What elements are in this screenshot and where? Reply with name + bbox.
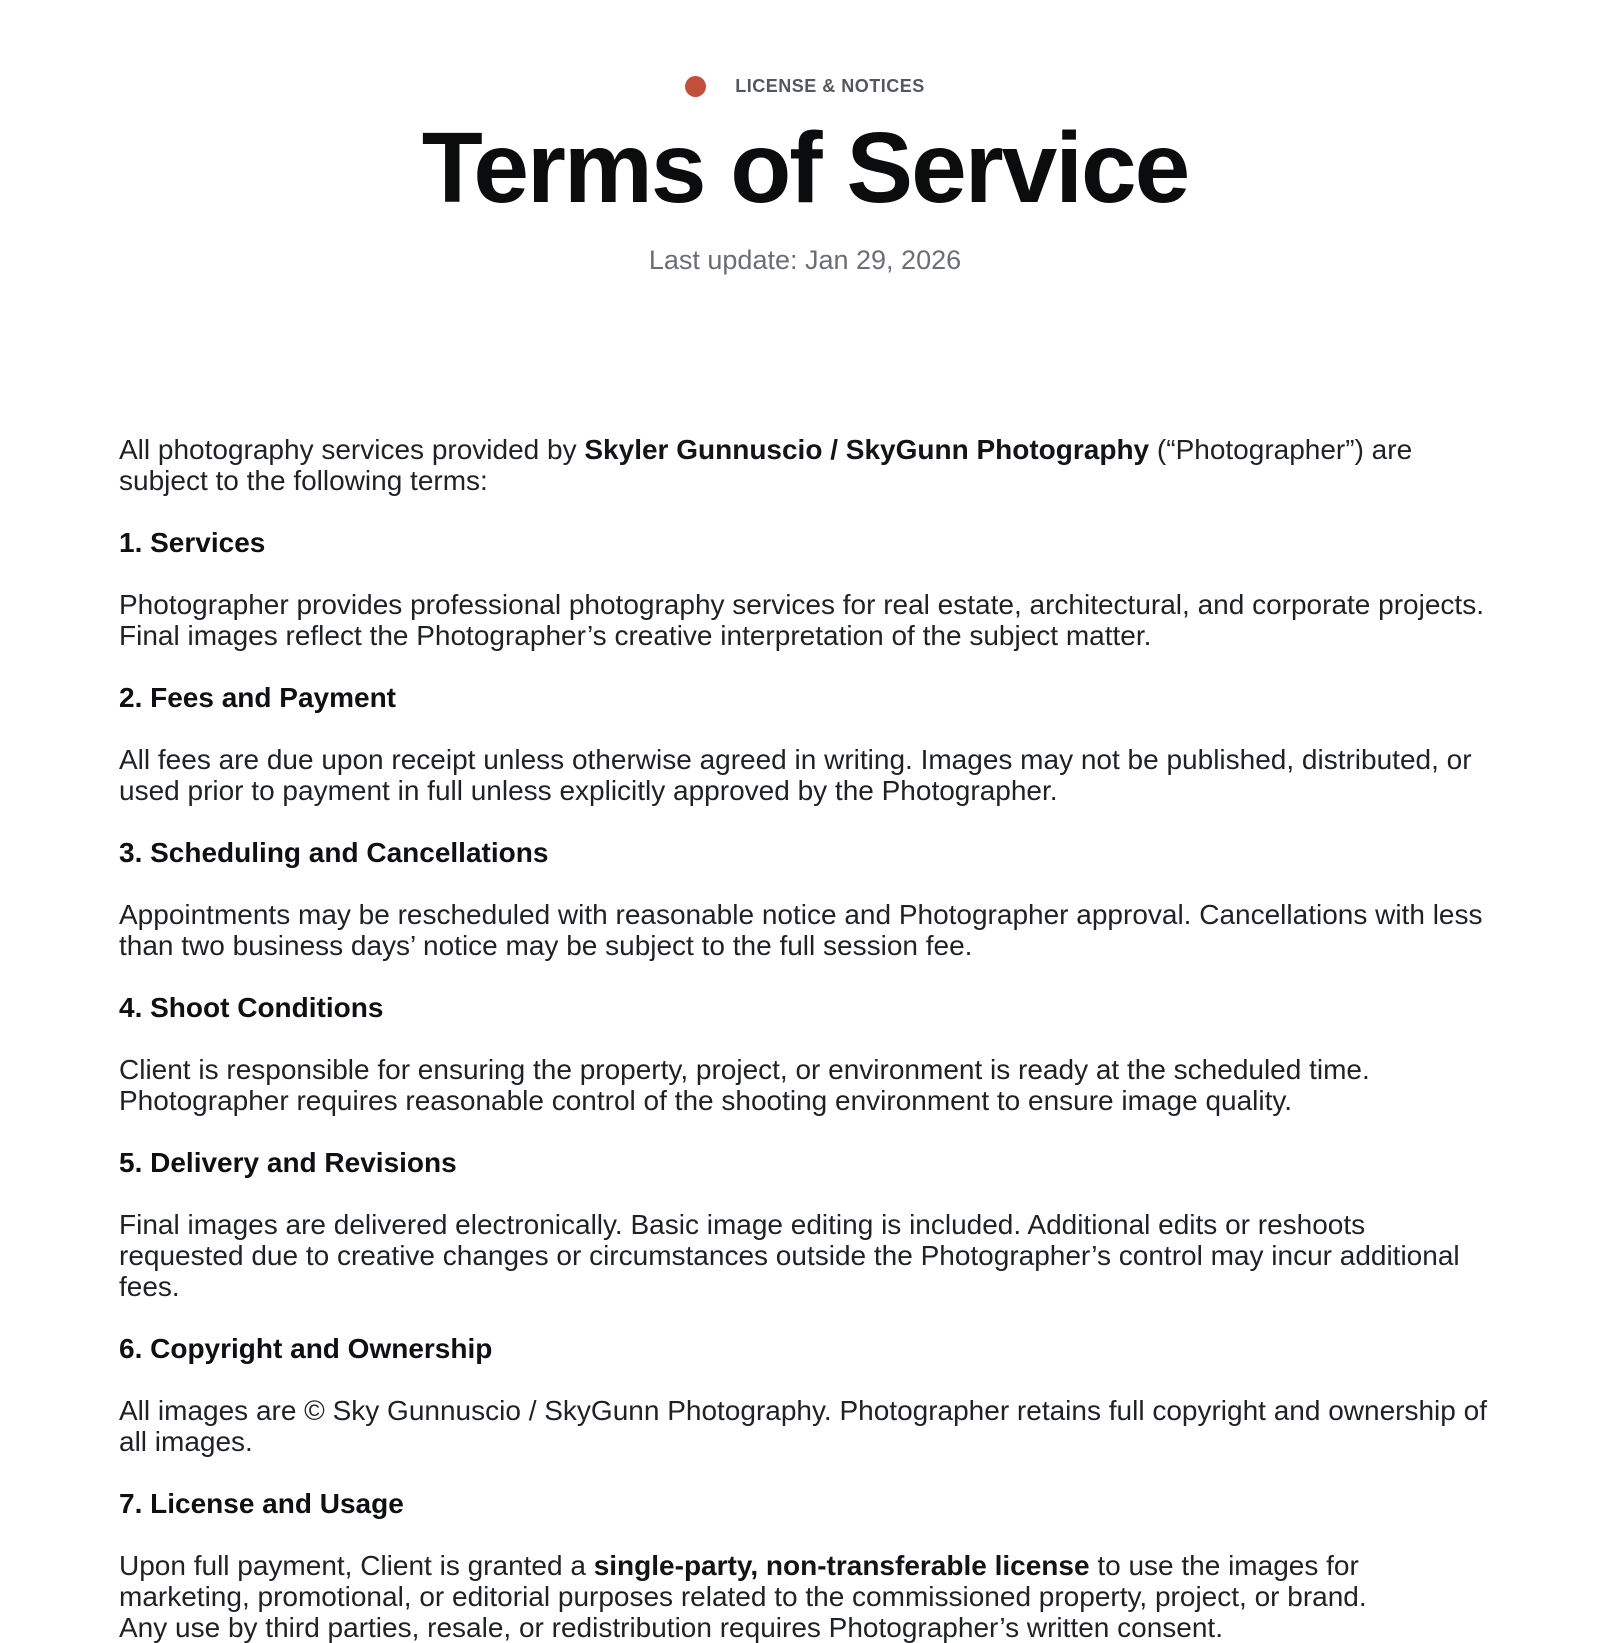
section-license-and-usage xyxy=(119,1488,1491,1643)
section-heading: 6. Copyright and Ownership xyxy=(119,1333,493,1364)
section-shoot-conditions xyxy=(119,992,1491,1116)
section-fees-and-payment xyxy=(119,682,1491,806)
document-page xyxy=(119,0,1491,1643)
document-header xyxy=(119,0,1491,276)
category-label: LICENSE & NOTICES xyxy=(735,76,925,96)
section-scheduling-and-cancellations xyxy=(119,837,1491,961)
intro-text-after: (“Photographer”) are subject to the following terms: xyxy=(119,434,1413,496)
section-paragraph xyxy=(119,1550,1491,1643)
section-paragraph: All fees are due upon receipt unless otherwise agreed in writing. Images may not be published, distributed, or used prior to payment in full unless explicitly approved by the Photographer. xyxy=(119,744,1472,806)
section-delivery-and-revisions xyxy=(119,1147,1491,1302)
page-title: Terms of Service xyxy=(421,112,1189,224)
section-heading: 5. Delivery and Revisions xyxy=(119,1147,457,1178)
section-paragraph: All images are © Sky Gunnuscio / SkyGunn Photography. Photographer retains full copyright and ownership of all images. xyxy=(119,1395,1487,1457)
section-paragraph: Client is responsible for ensuring the property, project, or environment is ready at the scheduled time. Photographer requires reasonable control of the shooting environment to ensure image quality. xyxy=(119,1054,1370,1116)
section-services xyxy=(119,527,1491,651)
section-paragraph: Photographer provides professional photography services for real estate, architectural, and corporate projects. Final images reflect the Photographer’s creative interpretation of the subject matter. xyxy=(119,589,1484,651)
license-text-after: to use the images for marketing, promotional, or editorial purposes related to the commissioned property, project, or brand. xyxy=(119,1550,1367,1612)
category-label-row xyxy=(685,76,925,97)
photographer-name: Skyler Gunnuscio / SkyGunn Photography xyxy=(584,434,1150,465)
section-heading: 1. Services xyxy=(119,527,266,558)
section-copyright-and-ownership xyxy=(119,1333,1491,1457)
last-update-text: Last update: Jan 29, 2026 xyxy=(648,245,962,275)
section-heading: 3. Scheduling and Cancellations xyxy=(119,837,549,868)
section-heading: 4. Shoot Conditions xyxy=(119,992,384,1023)
license-text-before: Upon full payment, Client is granted a xyxy=(119,1550,594,1581)
section-paragraph: Final images are delivered electronically. Basic image editing is included. Additional edits or reshoots requested due to creative changes or circumstances outside the Photographer’s control may incur additional fees. xyxy=(119,1209,1460,1302)
intro-paragraph xyxy=(119,434,1491,496)
license-bold-text: single-party, non-transferable license xyxy=(593,1550,1090,1581)
section-paragraph: Appointments may be rescheduled with reasonable notice and Photographer approval. Cancellations with less than two business days’ notice may be subject to the full session fee. xyxy=(119,899,1483,961)
section-heading: 7. License and Usage xyxy=(119,1488,404,1519)
section-heading: 2. Fees and Payment xyxy=(119,682,397,713)
document-body xyxy=(119,434,1491,1643)
category-dot-icon xyxy=(685,76,706,97)
license-second-line: Any use by third parties, resale, or redistribution requires Photographer’s written consent. xyxy=(119,1612,1223,1643)
intro-text-before: All photography services provided by xyxy=(119,434,585,465)
